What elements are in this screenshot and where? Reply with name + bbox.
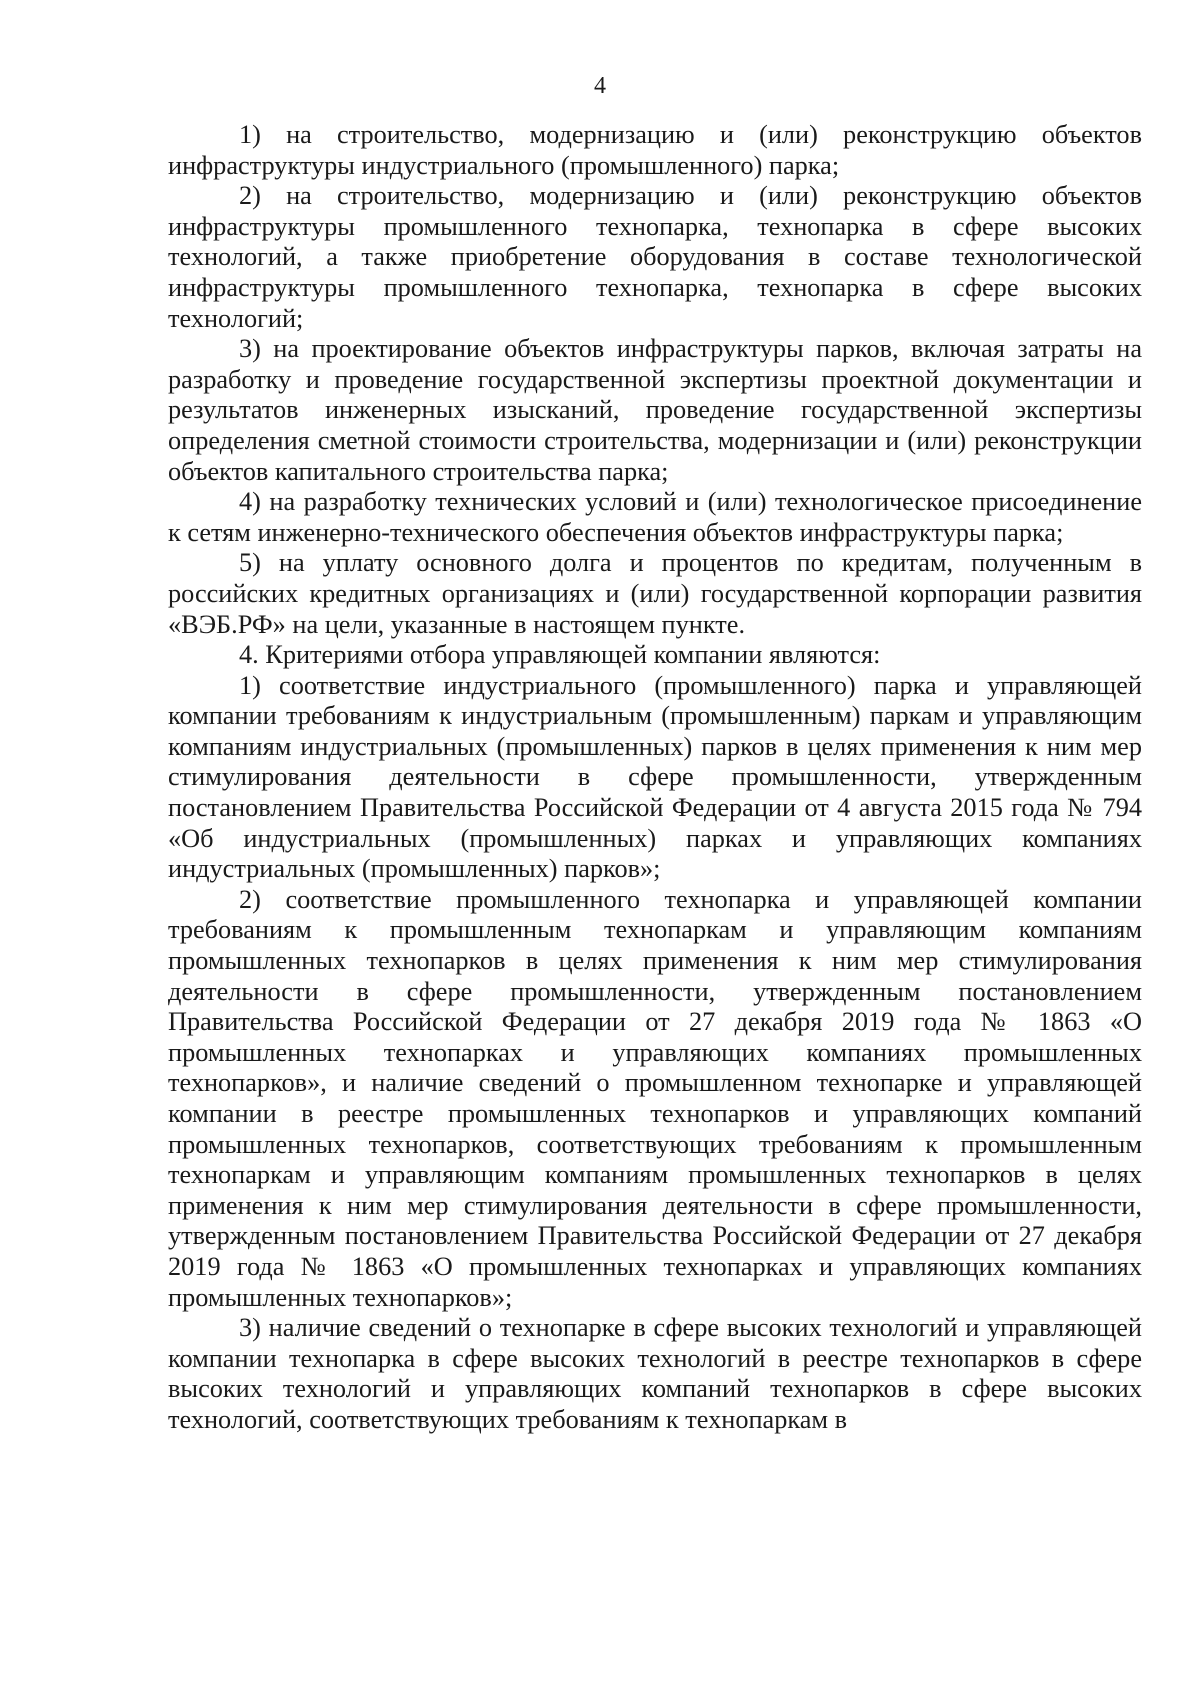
page-number: 4: [594, 73, 606, 99]
paragraph-item-4-technical-conditions: 4) на разработку технических условий и (или) технологическое присоединение к сетям инженерно-технического обеспечения объектов инфраструктуры парка;: [168, 487, 1142, 547]
paragraph-item-2-construction-technopark: 2) на строительство, модернизацию и (или) реконструкцию объектов инфраструктуры промышленного технопарка, технопарка в сфере высоких технологий, а также приобретение оборудования в составе технологической инфраструктуры промышленного технопарка, технопарка в сфере высоких технологий;: [168, 181, 1142, 333]
paragraph-section-4-selection-criteria: 4. Критериями отбора управляющей компании являются:: [239, 640, 881, 670]
paragraph-criterion-3-high-tech-technopark: 3) наличие сведений о технопарке в сфере высоких технологий и управляющей компании технопарка в сфере высоких технологий в реестре технопарков в сфере высоких технологий и управляющих компаний технопарков в сфере высоких технологий, соответствующих требованиям к технопаркам в: [168, 1313, 1142, 1434]
document-body: [168, 120, 1142, 1436]
paragraph-item-5-loan-repayment: 5) на уплату основного долга и процентов по кредитам, полученным в российских кредитных организациях и (или) государственной корпорации развития «ВЭБ.РФ» на цели, указанные в настоящем пункте.: [168, 548, 1142, 639]
paragraph-criterion-2-industrial-technopark: 2) соответствие промышленного технопарка и управляющей компании требованиям к промышленным технопаркам и управляющим компаниям промышленных технопарков в целях применения к ним мер стимулирования деятельности в сфере промышленности, утвержденным постановлением Правительства Российской Федерации от 27 декабря 2019 года № 1863 «О промышленных технопарках и управляющих компаниях промышленных технопарков», и наличие сведений о промышленном технопарке и управляющей компании в реестре промышленных технопарков и управляющих компаний промышленных технопарков, соответствующих требованиям к промышленным технопаркам и управляющим компаниям промышленных технопарков в целях применения к ним мер стимулирования деятельности в сфере промышленности, утвержденным постановлением Правительства Российской Федерации от 27 декабря 2019 года № 1863 «О промышленных технопарках и управляющих компаниях промышленных технопарков»;: [168, 884, 1142, 1312]
paragraph-item-1-construction-industrial-park: 1) на строительство, модернизацию и (или) реконструкцию объектов инфраструктуры индустриального (промышленного) парка;: [168, 120, 1142, 180]
paragraph-item-3-design-infrastructure: 3) на проектирование объектов инфраструктуры парков, включая затраты на разработку и проведение государственной экспертизы проектной документации и результатов инженерных изысканий, проведение государственной экспертизы определения сметной стоимости строительства, модернизации и (или) реконструкции объектов капитального строительства парка;: [168, 334, 1142, 486]
paragraph-criterion-1-industrial-park: 1) соответствие индустриального (промышленного) парка и управляющей компании требованиям к индустриальным (промышленным) паркам и управляющим компаниям индустриальных (промышленных) парков в целях применения к ним мер стимулирования деятельности в сфере промышленности, утвержденным постановлением Правительства Российской Федерации от 4 августа 2015 года № 794 «Об индустриальных (промышленных) парках и управляющих компаниях индустриальных (промышленных) парков»;: [168, 670, 1142, 884]
